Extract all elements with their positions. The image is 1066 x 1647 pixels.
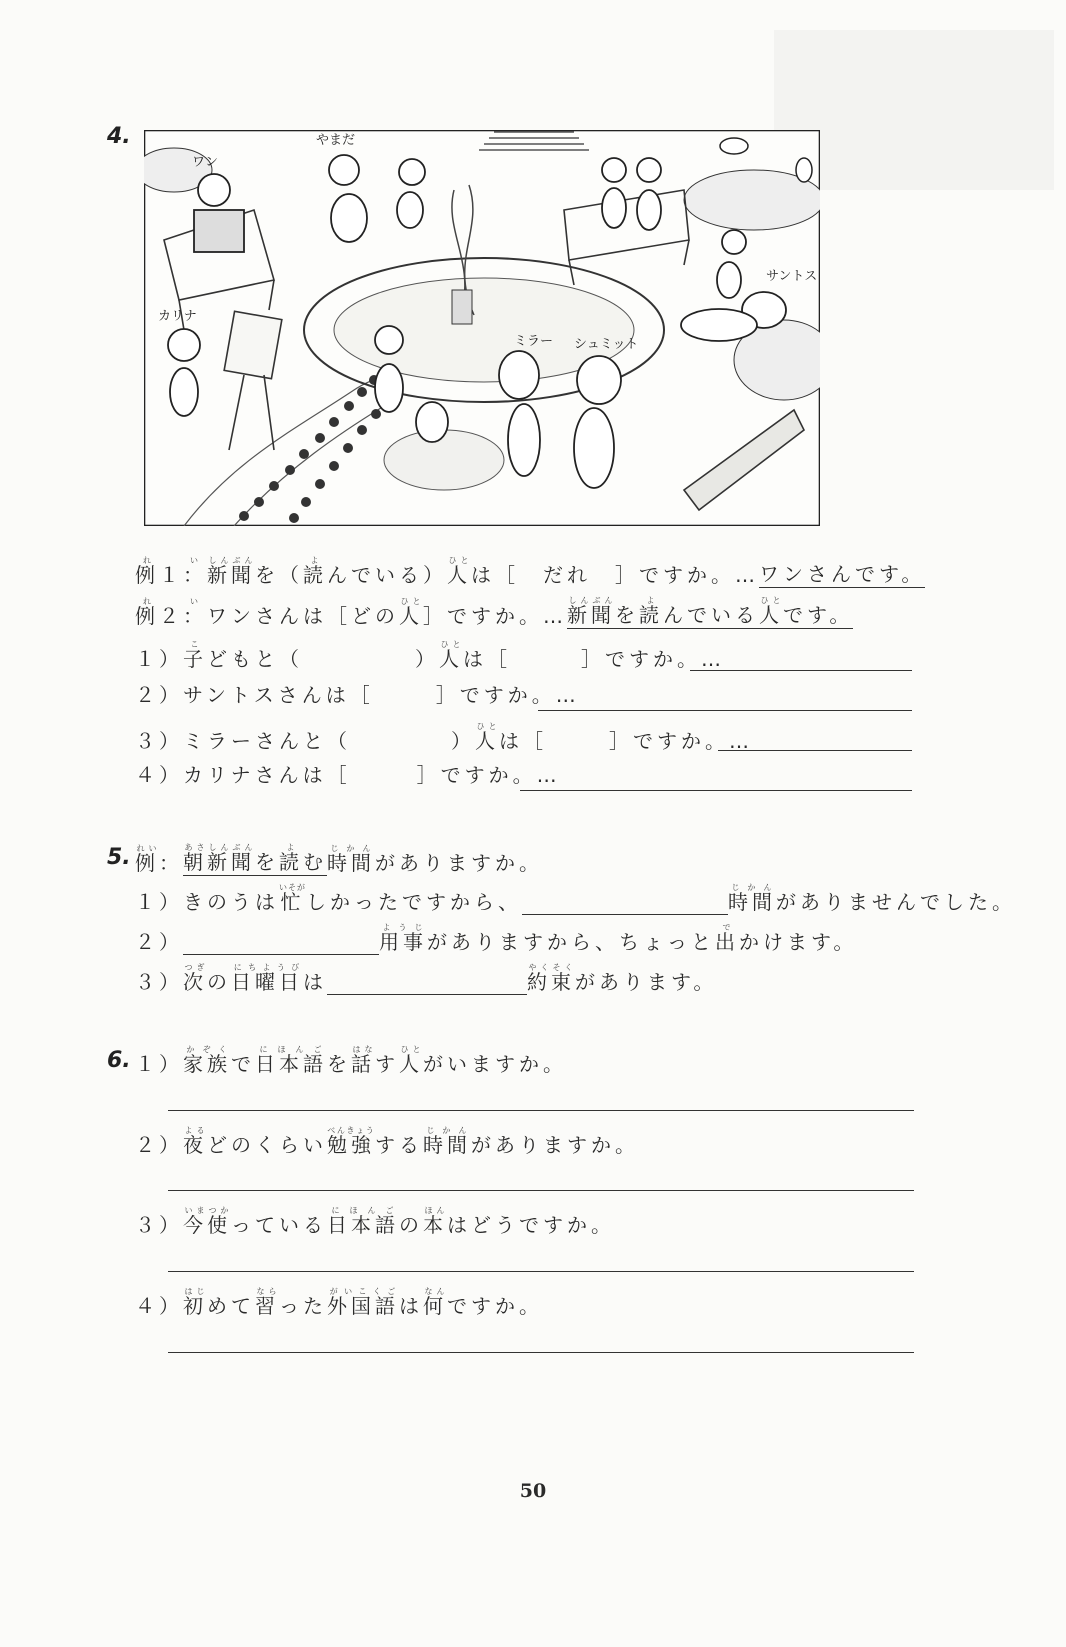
label-santos: サントス xyxy=(766,269,818,284)
s5-question-1: １） きのうは 忙いそが しかったですから、 時間じかん がありませんでした。 xyxy=(135,883,1016,914)
s4-question-3: ３） ミラーさんと（ ） 人ひと は［ ］ですか。… xyxy=(135,722,753,753)
s6-question-1: １） 家族かぞく で 日本語にほんご を 話はな す 人ひと がいますか。 xyxy=(135,1045,567,1076)
s6-q3-answer-line[interactable] xyxy=(168,1271,914,1272)
s6-q1-answer-line[interactable] xyxy=(168,1110,914,1111)
s4-q4-answer-line[interactable] xyxy=(520,790,912,791)
s5-question-3: ３） 次つぎ の 日曜日にちようび は 約束やくそく があります。 xyxy=(135,963,718,994)
s4-q3-answer-line[interactable] xyxy=(718,750,912,751)
s5-question-2: ２） 用事ようじ がありますから、ちょっと 出で かけます。 xyxy=(135,923,858,954)
s4-question-1: １） 子こ どもと（ ） 人ひと は［ ］ですか。… xyxy=(135,640,725,671)
example-1-answer: ワンさんです。 xyxy=(759,562,926,586)
label-wang: ワン xyxy=(192,155,219,170)
s4-q2-answer-line[interactable] xyxy=(538,710,912,711)
label-karina: カリナ xyxy=(158,309,197,324)
example-2-answer: 新聞しんぶんを読よんでいる人ひとです。 xyxy=(567,596,854,627)
park-illustration xyxy=(144,130,820,526)
example-1: 例１：れい 新聞しんぶん を（ 読よ んでいる） 人ひと は［ だれ ］ですか。… ワンさんです。 xyxy=(135,556,926,587)
section-6-number: 6. xyxy=(107,1048,131,1073)
s5-q3-blank[interactable] xyxy=(327,970,527,995)
s5-q2-blank[interactable] xyxy=(183,930,379,955)
s4-question-4: ４） カリナさんは［ ］ですか。… xyxy=(135,763,561,787)
s4-q1-answer-line[interactable] xyxy=(690,670,912,671)
section-5-number: 5. xyxy=(107,845,131,870)
s4-question-2: ２） サントスさんは［ ］ですか。… xyxy=(135,683,580,707)
s6-question-2: ２） 夜よる どのくらい 勉強べんきょう する 時間じかん がありますか。 xyxy=(135,1126,639,1157)
example-2: 例２：れい ワンさんは［どの 人ひと ］ですか。… 新聞しんぶんを読よんでいる人ひとです。 xyxy=(135,596,854,628)
s5-example: 例れい ： 朝新聞あさしんぶんを読よむ 時間じかん がありますか。 xyxy=(135,843,543,875)
page-number: 50 xyxy=(519,1480,547,1502)
label-schmidt: シュミット xyxy=(574,337,639,352)
section-4-number: 4. xyxy=(107,124,131,149)
s6-question-4: ４） 初はじ めて 習なら った 外国語がいこくご は 何なん ですか。 xyxy=(135,1287,543,1318)
s6-q4-answer-line[interactable] xyxy=(168,1352,914,1353)
s6-question-3: ３） 今使いまつか っている 日本語にほんご の 本ほん はどうですか。 xyxy=(135,1206,615,1237)
label-miller: ミラー xyxy=(514,334,554,349)
label-yamada: やまだ xyxy=(316,133,356,148)
s5-q1-blank[interactable] xyxy=(522,890,728,915)
s6-q2-answer-line[interactable] xyxy=(168,1190,914,1191)
